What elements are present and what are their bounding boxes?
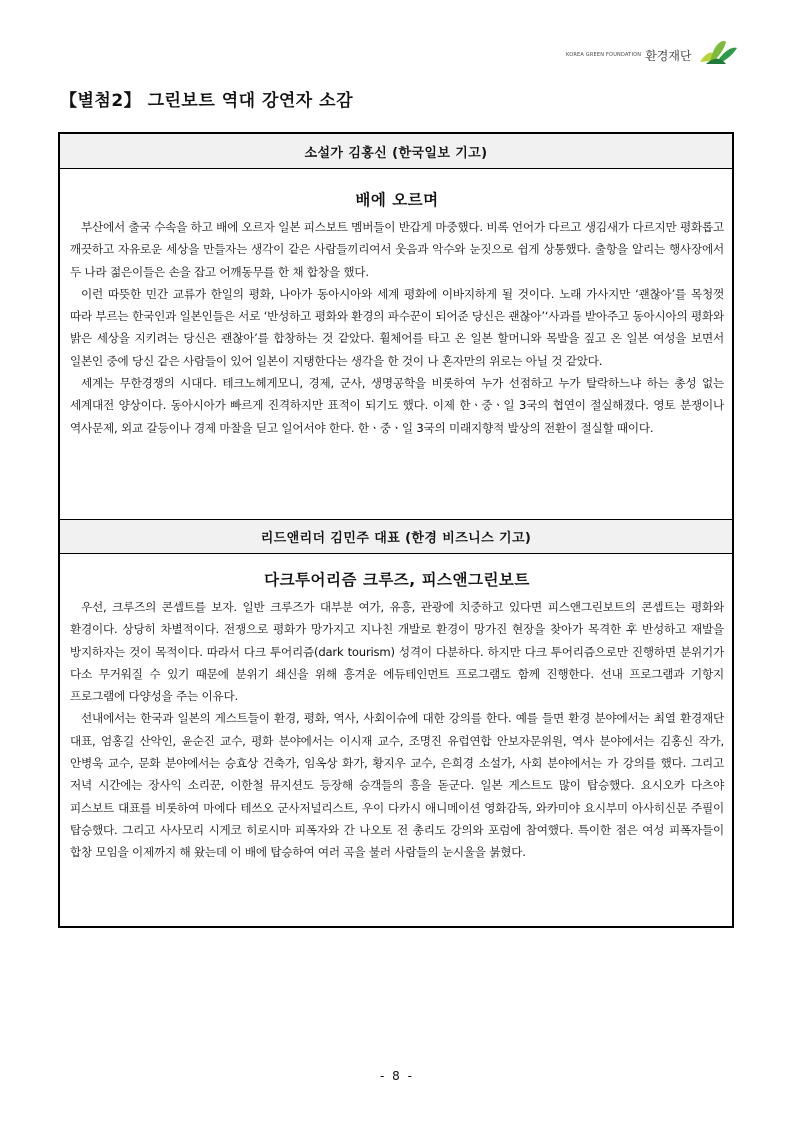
attachment-heading: 【별첨2】 그린보트 역대 강연자 소감 [60,91,353,111]
section1-paragraph: 세계는 무한경쟁의 시대다. 테크노헤게모니, 경제, 군사, 생명공학을 비롯하여 누가 선점하고 누가 탈락하느냐 하는 총성 없는 세계대전 양상이다. 동아시아가 빠르게 진격하지만 표적이 되기도 했다. 이제 한ㆍ중ㆍ일 3국의 협연이 절실해졌다. 영토 분쟁이나 역사문제, 외교 갈등이나 경제 마찰을 딛고 일어서야 한다. 한ㆍ중ㆍ일 3국의 미래지향적 발상의 전환이 절실할 때이다. [70,376,724,435]
section1-body [70,188,724,439]
section1-title: 배에 오르며 [355,191,439,209]
section2-title: 다크투어리즘 크루즈, 피스앤그린보트 [264,571,530,589]
section2-paragraph: 우선, 크루즈의 콘셉트를 보자. 일반 크루즈가 대부분 여가, 유흥, 관광에 치중하고 있다면 피스앤그린보트의 콘셉트는 평화와 환경이다. 상당히 차별적이다. 전쟁으로 평화가 망가지고 지나친 개발로 환경이 망가진 현장을 찾아가 목격한 후 반성하고 재발을 방지하자는 것이 목적이다. 따라서 다크 투어리즘(dark tourism) 성격이 다분하다. 하지만 다크 투어리즘으로만 진행하면 분위기가 다소 무거워질 수 있기 때문에 분위기 쇄신을 위해 흥겨운 에듀테인먼트 프로그램도 함께 진행한다. 선내 프로그램과 기항지 프로그램에 다양성을 주는 이유다. [70,600,724,704]
section1-header: 소설가 김홍신 (한국일보 기고) [60,134,732,169]
section1-paragraph: 부산에서 출국 수속을 하고 배에 오르자 일본 피스보트 멤버들이 반갑게 마중했다. 비록 언어가 다르고 생김새가 다르지만 평화롭고 깨끗하고 자유로운 세상을 만들자는 생각이 같은 사람들끼리여서 웃음과 악수와 눈짓으로 쉽게 상통했다. 출항을 알리는 행사장에서 두 나라 젊은이들은 손을 잡고 어깨동무를 한 채 합창을 했다. [70,220,724,279]
leaf-logo-icon [696,34,738,68]
logo-english-text: KOREA GREEN FOUNDATION [566,52,642,58]
logo-korean-text: 환경재단 [645,48,692,63]
section1-paragraph: 이런 따뜻한 민간 교류가 한일의 평화, 나아가 동아시아와 세계 평화에 이바지하게 될 것이다. 노래 가사지만 ‘괜찮아’를 목청껏 따라 부르는 한국인과 일본인들은 서로 ‘반성하고 평화와 환경의 파수꾼이 되어준 당신은 괜찮아’‘사과를 받아주고 동아시아의 평화와 밝은 세상을 지키려는 당신은 괜찮아’를 합창하는 것 같았다. 휠체어를 타고 온 일본 할머니와 목발을 짚고 온 일본 여성을 보면서 일본인 중에 당신 같은 사람들이 있어 일본이 지탱한다는 생각을 한 것이 나 혼자만의 위로는 아닐 것 같았다. [70,286,724,368]
section2-header: 리드앤리더 김민주 대표 (한경 비즈니스 기고) [60,519,732,554]
content-frame [58,132,734,928]
foundation-logo [566,38,736,72]
section2-paragraph: 선내에서는 한국과 일본의 게스트들이 환경, 평화, 역사, 사회이슈에 대한 강의를 한다. 예를 들면 환경 분야에서는 최열 환경재단 대표, 엄홍길 산악인, 윤순진 교수, 평화 분야에서는 이시재 교수, 조명진 유럽연합 안보자문위원, 역사 분야에서는 김홍신 작가, 안병욱 교수, 문화 분야에서는 승효상 건축가, 임옥상 화가, 황지우 교수, 은희경 소설가, 사회 분야에서는 가 강의를 했다. 그리고 저녁 시간에는 장사익 소리꾼, 이한철 뮤지션도 등장해 승객들의 흥을 돋군다. 일본 게스트도 많이 탑승했다. 요시오카 다츠야 피스보트 대표를 비롯하여 마에다 테쓰오 군사저널리스트, 우이 다카시 애니메이션 영화감독, 와카미야 요시부미 아사히신문 주필이 탑승했다. 그리고 사사모리 시게코 히로시마 피폭자와 간 나오토 전 총리도 강의와 포럼에 참여했다. 특이한 점은 여성 피폭자들이 합창 모임을 이제까지 해 왔는데 이 배에 탑승하여 여러 곡을 불러 사람들의 눈시울을 붉혔다. [70,711,724,860]
section2-body [70,568,724,864]
page-number: - 8 - [380,1069,414,1083]
